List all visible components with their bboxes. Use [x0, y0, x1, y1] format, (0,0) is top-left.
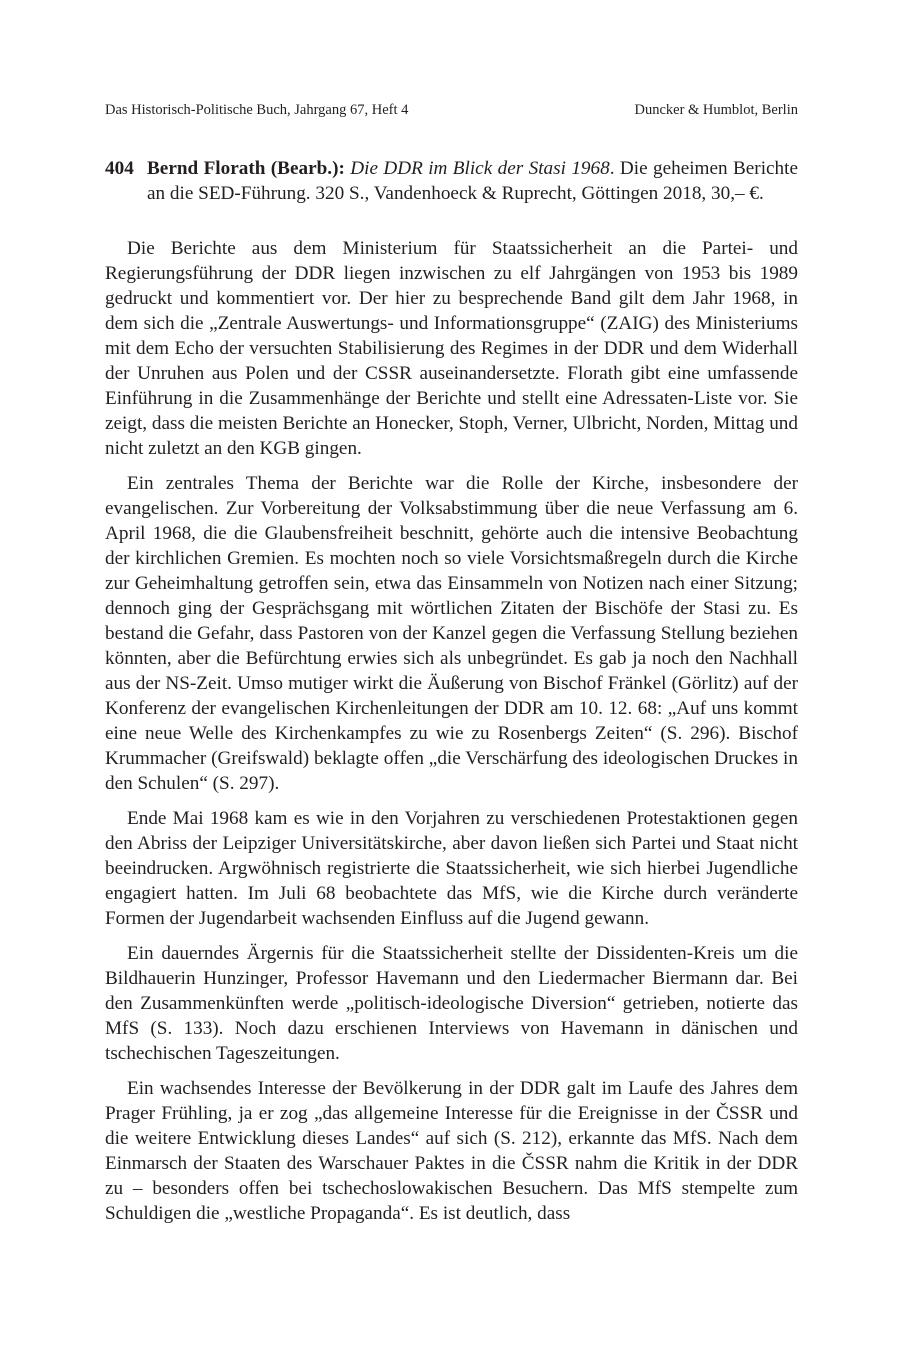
entry-details: . Die geheimen Berichte an die SED-Führung. 320 S., Vandenhoeck & Ruprecht, Göttingen 2018, 30,– €.	[147, 158, 798, 204]
entry-number: 404	[105, 158, 134, 179]
journal-title: Das Historisch-Politische Buch, Jahrgang 67, Heft 4	[105, 102, 409, 118]
publisher-name: Duncker & Humblot, Berlin	[634, 102, 798, 118]
entry-citation	[147, 156, 798, 206]
paragraph: Ein zentrales Thema der Berichte war die Rolle der Kirche, insbesondere der evangelischen. Zur Vorbereitung der Volksabstimmung über die neue Verfassung am 6. April 1968, die die Glaubensfreiheit beschnitt, gehörte auch die intensive Beobachtung der kirchlichen Gremien. Es mochten noch so viele Vorsichtsmaßregeln durch die Kirche zur Geheimhaltung getroffen sein, etwa das Einsammeln von Notizen nach einer Sitzung; dennoch ging der Gesprächsgang mit wörtlichen Zitaten der Bischöfe der Stasi zu. Es bestand die Gefahr, dass Pastoren von der Kanzel gegen die Verfassung Stellung beziehen könnten, aber die Befürchtung erwies sich als unbegründet. Es gab ja noch den Nachhall aus der NS-Zeit. Umso mutiger wirkt die Äußerung von Bischof Fränkel (Görlitz) auf der Konferenz der evangelischen Kirchenleitungen der DDR am 10. 12. 68: „Auf uns kommt eine neue Welle des Kirchenkampfes zu wie zu Rosenbergs Zeiten“ (S. 296). Bischof Krummacher (Greifswald) beklagte offen „die Verschärfung des ideologischen Druckes in den Schulen“ (S. 297).	[105, 473, 798, 794]
paragraph: Ein wachsendes Interesse der Bevölkerung in der DDR galt im Laufe des Jahres dem Prager Frühling, ja er zog „das allgemeine Interesse für die Ereignisse in der ČSSR und die weitere Entwicklung dieses Landes“ auf sich (S. 212), erkannte das MfS. Nach dem Einmarsch der Staaten des Warschauer Paktes in die ČSSR nahm die Kritik in der DDR zu – besonders offen bei tschechoslowakischen Besuchern. Das MfS stempelte zum Schuldigen die „westliche Propaganda“. Es ist deutlich, dass	[105, 1078, 798, 1224]
review-body	[105, 236, 798, 1236]
entry-author: Bernd Florath (Bearb.):	[147, 158, 345, 179]
entry-title: Die DDR im Blick der Stasi 1968	[350, 158, 610, 179]
paragraph: Ende Mai 1968 kam es wie in den Vorjahren zu verschiedenen Protestaktionen gegen den Abriss der Leipziger Universitätskirche, aber davon ließen sich Partei und Staat nicht beeindrucken. Argwöhnisch registrierte die Staatssicherheit, wie sich hierbei Jugendliche engagiert hatten. Im Juli 68 beobachtete das MfS, wie die Kirche durch veränderte Formen der Jugendarbeit wachsenden Einfluss auf die Jugend gewann.	[105, 808, 798, 929]
review-entry-heading	[105, 156, 798, 206]
paragraph: Die Berichte aus dem Ministerium für Staatssicherheit an die Partei- und Regierungsführung der DDR liegen inzwischen zu elf Jahrgängen von 1953 bis 1989 gedruckt und kommentiert vor. Der hier zu besprechende Band gilt dem Jahr 1968, in dem sich die „Zentrale Auswertungs- und Informationsgruppe“ (ZAIG) des Ministeriums mit dem Echo der versuchten Stabilisierung des Regimes in der DDR und dem Widerhall der Unruhen aus Polen und der CSSR auseinandersetzte. Florath gibt eine umfassende Einführung in die Zusammenhänge der Berichte und stellt eine Adressaten-Liste vor. Sie zeigt, dass die meisten Berichte an Honecker, Stoph, Verner, Ulbricht, Norden, Mittag und nicht zuletzt an den KGB gingen.	[105, 238, 798, 459]
paragraph: Ein dauerndes Ärgernis für die Staatssicherheit stellte der Dissidenten-Kreis um die Bildhauerin Hunzinger, Professor Havemann und den Liedermacher Biermann dar. Bei den Zusammenkünften werde „politisch-ideologische Diversion“ getrieben, notierte das MfS (S. 133). Noch dazu erschienen Interviews von Havemann in dänischen und tschechischen Tageszeitungen.	[105, 943, 798, 1064]
running-header	[105, 101, 798, 119]
